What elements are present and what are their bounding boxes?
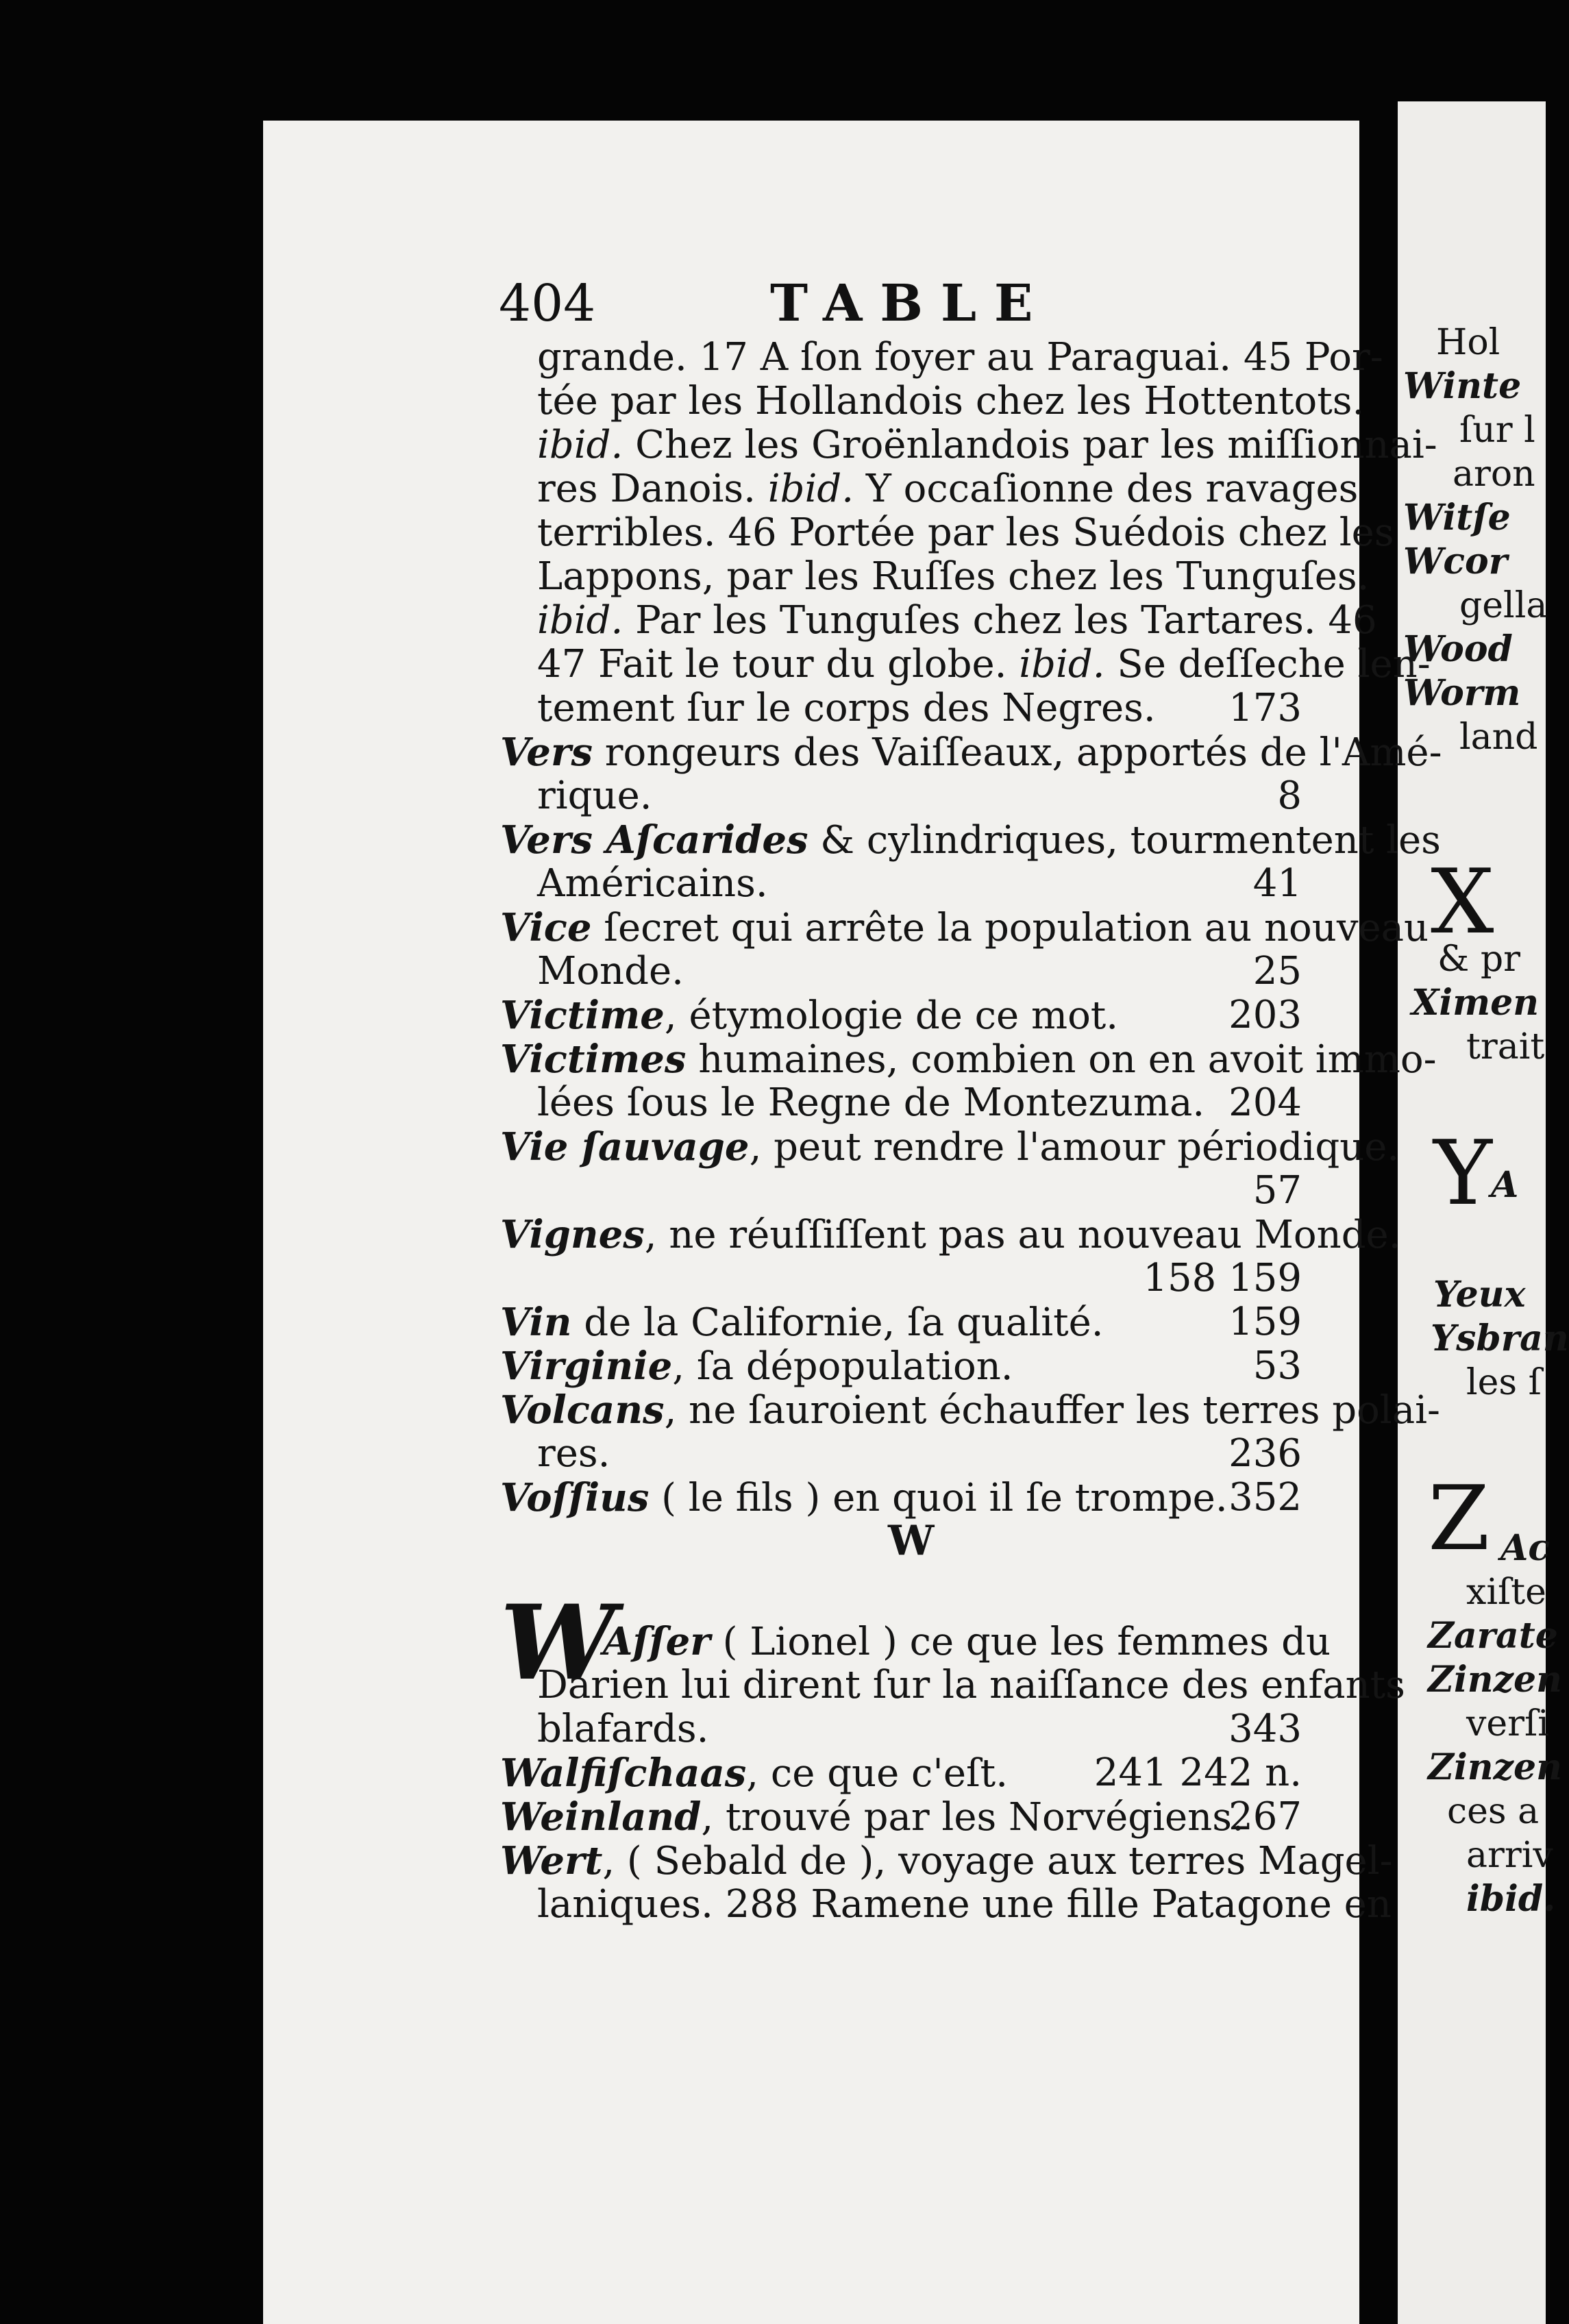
index-entry xyxy=(500,1125,1399,1170)
index-entry-continuation xyxy=(537,555,1369,599)
index-entry xyxy=(500,1213,1401,1257)
index-entry-continuation xyxy=(537,511,1394,555)
index-entry xyxy=(500,1839,1393,1883)
index-entry xyxy=(500,1388,1440,1433)
index-entry-continuation xyxy=(537,1664,1405,1707)
index-entry-continuation xyxy=(537,687,1156,730)
entry-text: Américains. xyxy=(537,861,768,906)
index-entry-continuation xyxy=(537,423,1437,467)
entry-page-ref: 158 159 xyxy=(1143,1256,1302,1300)
index-entry-continuation xyxy=(537,1883,1392,1927)
index-entry-continuation xyxy=(537,1707,708,1751)
entry-page-ref: 241 242 n. xyxy=(1094,1751,1302,1795)
section-letter-w: W xyxy=(888,1517,935,1565)
entry-text: rongeurs des Vaiſſeaux, apportés de l'Amé- xyxy=(592,730,1442,775)
entry-headword: Victime xyxy=(500,993,665,1038)
entry-headword: Voſſius xyxy=(500,1475,650,1520)
index-entry xyxy=(500,730,1442,775)
entry-text: , étymologie de ce mot. xyxy=(664,993,1119,1038)
right-page-fragment: & pr xyxy=(1437,939,1520,980)
right-page-fragment: Ac xyxy=(1500,1527,1551,1569)
index-entry xyxy=(500,1795,1244,1840)
right-page-section-letter: Z xyxy=(1428,1466,1490,1570)
entry-text: Darien lui dirent ſur la naiſſance des enfants xyxy=(537,1663,1405,1707)
entry-text: , trouvé par les Norvégiens. xyxy=(701,1795,1244,1840)
entry-text: , ( Sebald de ), voyage aux terres Magel- xyxy=(602,1839,1393,1883)
entry-text: grande. 17 A ſon foyer au Paraguai. 45 Por- xyxy=(537,335,1383,380)
index-entry xyxy=(500,1476,1228,1520)
entry-text: Chez les Groënlandois par les miſſionnai- xyxy=(623,423,1437,467)
right-page-fragment: Ysbran xyxy=(1431,1318,1569,1359)
right-page-fragment: Witſe xyxy=(1403,497,1511,539)
right-page-fragment: aron xyxy=(1453,454,1535,495)
right-page-section-letter: Y xyxy=(1433,1121,1492,1225)
entry-text: Se deſſeche len- xyxy=(1104,642,1431,687)
entry-headword: Virginie xyxy=(500,1344,673,1389)
entry-headword: Walfiſchaas xyxy=(500,1751,747,1796)
entry-headword: Aſſer xyxy=(603,1619,711,1664)
index-entry-continuation xyxy=(537,380,1364,423)
entry-text: res. xyxy=(537,1431,610,1476)
right-page-fragment: Yeux xyxy=(1433,1274,1526,1315)
entry-page-ref: 57 xyxy=(1252,1168,1302,1213)
right-page-fragment: trait xyxy=(1466,1026,1545,1067)
entry-page-ref: 41 xyxy=(1252,861,1302,906)
entry-page-ref: 236 xyxy=(1228,1431,1302,1476)
index-entry xyxy=(500,1300,1104,1345)
index-entry-continuation xyxy=(537,774,652,818)
entry-headword: Victimes xyxy=(500,1037,687,1082)
right-page-fragment: Winte xyxy=(1403,365,1522,407)
entry-text: , ce que c'eſt. xyxy=(746,1751,1008,1796)
entry-text: ſecret qui arrête la population au nouveau xyxy=(591,906,1429,950)
entry-text: ibid. xyxy=(537,423,623,467)
right-page-fragment: Ximen xyxy=(1411,982,1540,1024)
entry-page-ref: 25 xyxy=(1252,949,1302,993)
right-page-fragment: xiſte xyxy=(1466,1572,1546,1613)
entry-text: Y occaſionne des ravages xyxy=(854,467,1359,511)
right-page-fragment: Zarate xyxy=(1428,1615,1558,1657)
entry-page-ref: 267 xyxy=(1228,1794,1302,1839)
entry-text: rique. xyxy=(537,774,652,818)
entry-text: , ne réuſſiſſent pas au nouveau Monde. xyxy=(644,1213,1401,1257)
entry-text: 47 Fait le tour du globe. xyxy=(537,642,1020,687)
entry-text: , peut rendre l'amour périodique. xyxy=(749,1125,1400,1170)
entry-text: ibid. xyxy=(1019,642,1105,687)
entry-headword: Vie ſauvage xyxy=(500,1124,750,1170)
right-page-fragment: Hol xyxy=(1436,322,1500,363)
right-page-fragment: Zinzen xyxy=(1428,1746,1562,1788)
right-page-fragment: A xyxy=(1491,1164,1519,1206)
entry-text: blafards. xyxy=(537,1707,709,1751)
index-entry xyxy=(500,818,1441,863)
entry-page-ref: 352 xyxy=(1228,1475,1302,1520)
right-page-fragment: Zinzen xyxy=(1428,1659,1562,1701)
entry-headword: Vignes xyxy=(500,1212,645,1257)
entry-text: lées ſous le Regne de Montezuma. xyxy=(537,1080,1205,1125)
entry-text: ibid. xyxy=(537,598,623,643)
entry-text: ibid. xyxy=(767,467,854,511)
index-entry-continuation xyxy=(537,950,684,993)
entry-text: humaines, combien on en avoit immo- xyxy=(686,1037,1437,1082)
right-page-fragment: gella xyxy=(1459,585,1548,626)
entry-text: res Danois. xyxy=(537,467,768,511)
right-page-fragment: verſi xyxy=(1466,1703,1549,1744)
page-number: 404 xyxy=(499,274,596,333)
entry-headword: Vers xyxy=(500,730,593,775)
entry-text: de la Californie, ſa qualité. xyxy=(571,1300,1104,1345)
index-entry xyxy=(500,1751,1008,1796)
entry-text: & cylindriques, tourmentent les xyxy=(808,818,1441,863)
index-entry-continuation xyxy=(537,862,768,906)
right-page-fragment: ſur l xyxy=(1459,410,1535,451)
entry-text: terribles. 46 Portée par les Suédois chez les xyxy=(537,510,1394,555)
index-entry-continuation xyxy=(537,1081,1204,1125)
entry-text: ( le fils ) en quoi il ſe trompe. xyxy=(649,1476,1228,1520)
index-entry xyxy=(603,1620,1331,1664)
index-entry-continuation xyxy=(537,1432,610,1476)
entry-text: , ſa dépopulation. xyxy=(672,1344,1013,1389)
entry-text: laniques. 288 Ramene une fille Patagone en xyxy=(537,1882,1392,1927)
entry-headword: Vers Aſcarides xyxy=(500,817,808,863)
index-entry xyxy=(537,336,1383,380)
entry-headword: Vice xyxy=(500,905,592,950)
index-entry xyxy=(500,1037,1437,1082)
index-entry-continuation xyxy=(537,643,1431,687)
entry-headword: Weinland xyxy=(500,1794,702,1840)
index-entry-continuation xyxy=(537,467,1358,511)
right-page-fragment: Worm xyxy=(1403,672,1521,714)
entry-text: tée par les Hollandois chez les Hottentots. xyxy=(537,379,1365,423)
entry-headword: Vin xyxy=(500,1300,572,1345)
entry-headword: Volcans xyxy=(500,1387,665,1433)
entry-text: Par les Tunguſes chez les Tartares. 46 xyxy=(623,598,1377,643)
right-page-fragment: ces a xyxy=(1447,1791,1540,1832)
entry-text: Monde. xyxy=(537,949,684,993)
entry-page-ref: 8 xyxy=(1277,774,1302,818)
right-page-fragment: Wood xyxy=(1403,628,1513,670)
right-page-fragment: les ſ xyxy=(1466,1362,1542,1403)
drop-cap-w: W xyxy=(500,1583,616,1703)
entry-page-ref: 203 xyxy=(1228,993,1302,1037)
entry-text: Lappons, par les Ruſſes chez les Tunguſes. xyxy=(537,554,1370,599)
right-page-fragment: ibid. xyxy=(1466,1878,1556,1920)
index-entry xyxy=(500,993,1118,1038)
right-page-section-letter: X xyxy=(1431,850,1494,954)
right-page-fragment: Wcor xyxy=(1403,541,1508,582)
index-entry xyxy=(500,1344,1013,1389)
entry-text: tement ſur le corps des Negres. xyxy=(537,686,1156,730)
entry-page-ref: 173 xyxy=(1228,686,1302,730)
right-page-fragment: land xyxy=(1459,717,1538,758)
entry-page-ref: 53 xyxy=(1252,1344,1302,1388)
page-title: TABLE xyxy=(770,274,1051,333)
entry-page-ref: 159 xyxy=(1228,1300,1302,1344)
entry-text: ( Lionel ) ce que les femmes du xyxy=(710,1620,1331,1664)
index-entry-continuation xyxy=(537,599,1377,643)
entry-text: , ne ſauroient échauffer les terres polai- xyxy=(664,1388,1440,1433)
entry-page-ref: 204 xyxy=(1228,1080,1302,1125)
right-page-fragment: arriv xyxy=(1466,1835,1553,1876)
index-entry xyxy=(500,906,1429,950)
entry-page-ref: 343 xyxy=(1228,1707,1302,1751)
entry-headword: Wert xyxy=(500,1838,603,1883)
